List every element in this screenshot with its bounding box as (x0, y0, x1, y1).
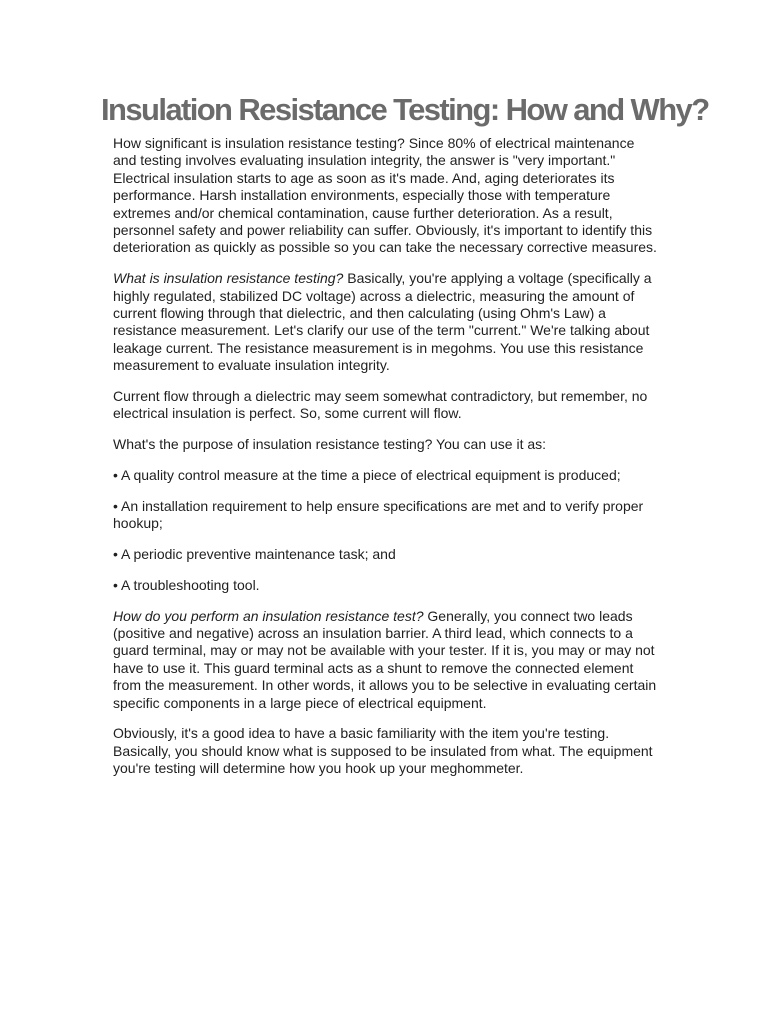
paragraph-text: Obviously, it's a good idea to have a basic familiarity with the item you're testing. Basically, you should know what is supposed to be insulated from what. The equipment you're testing will determine how you hook up your meghommeter. (113, 725, 653, 777)
bullet-item (113, 546, 658, 563)
paragraph-text: • An installation requirement to help ensure specifications are met and to verify proper hookup; (113, 497, 644, 532)
paragraph-text: Generally, you connect two leads (positive and negative) across an insulation barrier. A third lead, which connects to a guard terminal, may or may not be available with your tester. If it is, you may or may not have to use it. This guard terminal acts as a shunt to remove the connected element from the measurement. In other words, it allows you to be selective in evaluating certain specific components in a large piece of electrical equipment. (113, 607, 657, 711)
paragraph-familiarity (113, 725, 658, 777)
paragraph-purpose (113, 436, 658, 453)
document-body (113, 135, 658, 791)
document-title: Insulation Resistance Testing: How and Why? (101, 92, 709, 127)
paragraph-lead: How do you perform an insulation resistance test? (113, 607, 424, 624)
paragraph-text: • A periodic preventive maintenance task; and (113, 546, 396, 563)
paragraph-lead: What is insulation resistance testing? (113, 270, 344, 287)
paragraph-text: • A troubleshooting tool. (113, 576, 260, 593)
paragraph-text: Current flow through a dielectric may seem somewhat contradictory, but remember, no electrical insulation is perfect. So, some current will flow. (113, 388, 648, 422)
paragraph-what-is (113, 270, 658, 374)
paragraph-text: How significant is insulation resistance testing? Since 80% of electrical maintenance and testing involves evaluating insulation integrity, the answer is "very important." Electrical insulation starts to age as soon as it's made. And, aging deteriorates its performance. Harsh installation environments, especially those with temperature extremes and/or chemical contamination, cause further deterioration. As a result, personnel safety and power reliability can suffer. Obviously, it's important to identify this deterioration as quickly as possible so you can take the necessary corrective measures. (113, 135, 657, 256)
paragraph-text: Basically, you're applying a voltage (specifically a highly regulated, stabilized DC voltage) across a dielectric, measuring the amount of current flowing through that dielectric, and then calculating (using Ohm's Law) a resistance measurement. Let's clarify our use of the term "current." We're talking about leakage current. The resistance measurement is in megohms. You use this resistance measurement to evaluate insulation integrity. (113, 270, 652, 374)
paragraph-text: • A quality control measure at the time a piece of electrical equipment is produced; (113, 467, 621, 484)
paragraph-text: What's the purpose of insulation resistance testing? You can use it as: (113, 436, 547, 453)
paragraph-how-to (113, 608, 658, 712)
paragraph-current-flow (113, 388, 658, 423)
bullet-item (113, 498, 658, 533)
bullet-item (113, 467, 658, 484)
paragraph-intro (113, 135, 658, 257)
bullet-item (113, 577, 658, 594)
